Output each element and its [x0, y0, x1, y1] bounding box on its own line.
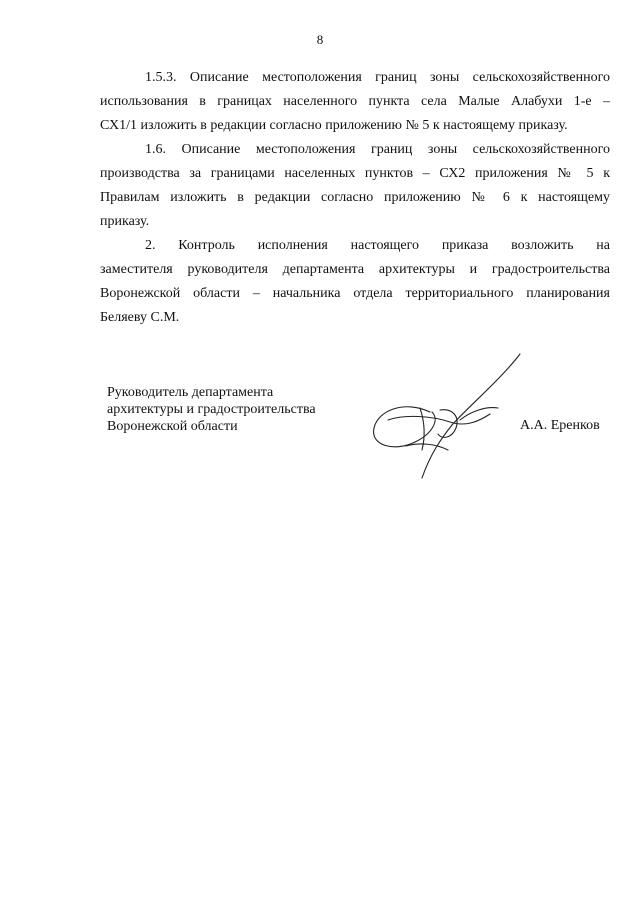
position-line: Воронежской области — [107, 419, 238, 434]
paragraph-line: 2. Контроль исполнения настоящего приказа возложить на — [145, 238, 610, 253]
paragraph-line: Беляеву С.М. — [100, 310, 180, 325]
position-line: Руководитель департамента — [107, 385, 274, 400]
handwritten-signature — [360, 350, 530, 485]
paragraph-line: 1.5.3. Описание местоположения границ зоны сельскохозяйственного — [145, 70, 610, 85]
paragraph-line: 1.6. Описание местоположения границ зоны сельскохозяйственного — [145, 142, 610, 157]
page-number: 8 — [316, 32, 324, 47]
position-line: архитектуры и градостроительства — [107, 402, 316, 417]
paragraph-line: производства за границами населенных пунктов – СХ2 приложения № 5 к — [100, 166, 610, 181]
paragraph-line: Воронежской области – начальника отдела территориального планирования — [100, 286, 610, 301]
paragraph-line: использования в границах населенного пункта села Малые Алабухи 1-е – — [100, 94, 610, 109]
paragraph-line: СХ1/1 изложить в редакции согласно приложению № 5 к настоящему приказу. — [100, 118, 568, 133]
signer-name: А.А. Еренков — [520, 418, 600, 433]
paragraph-line: приказу. — [100, 214, 150, 229]
signatory-position — [107, 384, 316, 435]
paragraph-line: Правилам изложить в редакции согласно приложению № 6 к настоящему — [100, 190, 610, 205]
paragraph-line: заместителя руководителя департамента архитектуры и градостроительства — [100, 262, 610, 277]
